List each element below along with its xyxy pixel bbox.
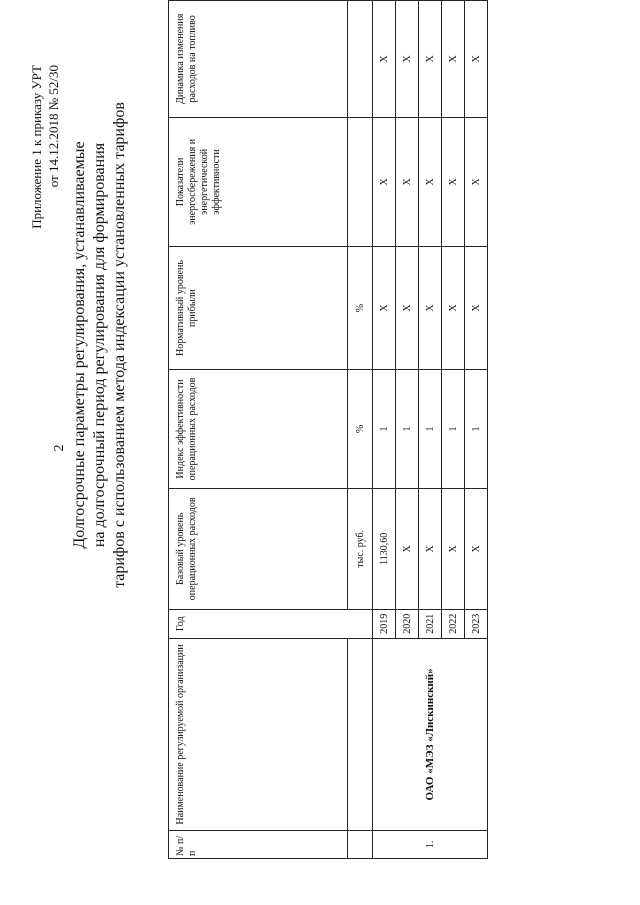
appendix-line-1: Приложение 1 к приказу УРТ (29, 65, 44, 229)
units-num-empty (348, 830, 373, 858)
header-index: Индекс эффективности операционных расходов (169, 369, 348, 488)
table-header-row (169, 1, 348, 859)
page-number: 2 (52, 444, 67, 452)
title-line-1: Долгосрочные параметры регулирования, устанавливаемые (71, 141, 88, 549)
cell-year: 2020 (396, 609, 419, 638)
cell-profit: X (396, 247, 419, 370)
parameters-table (168, 0, 488, 859)
cell-energy: X (373, 117, 396, 246)
unit-base: тыс. руб. (348, 489, 373, 610)
cell-fuel: X (373, 1, 396, 118)
org-number: 1. (373, 830, 488, 858)
cell-base: X (396, 489, 419, 610)
cell-fuel: X (396, 1, 419, 118)
cell-base: 1130,60 (373, 489, 396, 610)
header-profit: Нормативный уровень прибыли (169, 247, 348, 370)
cell-year: 2019 (373, 609, 396, 638)
header-base: Базовый уровень операционных расходов (169, 489, 348, 610)
units-org-empty (348, 638, 373, 830)
header-year: Год (169, 609, 373, 638)
cell-energy: X (396, 117, 419, 246)
cell-energy: X (442, 117, 465, 246)
header-energy: Показатели энергосбережения и энергетической эффективности (169, 117, 348, 246)
document-title (70, 65, 130, 625)
appendix-note (28, 65, 62, 255)
cell-year: 2023 (465, 609, 488, 638)
cell-year: 2022 (442, 609, 465, 638)
title-line-2: на долгосрочный период регулирования для формирования (91, 142, 108, 548)
units-fuel-empty (348, 1, 373, 118)
org-name: ОАО «МЭЗ «Лискинский» (373, 638, 488, 830)
table-units-row (348, 1, 373, 859)
header-fuel: Динамика изменения расходов на топливо (169, 1, 348, 118)
cell-index: 1 (442, 369, 465, 488)
cell-fuel: X (465, 1, 488, 118)
cell-profit: X (442, 247, 465, 370)
units-energy-empty (348, 117, 373, 246)
cell-index: 1 (419, 369, 442, 488)
cell-year: 2021 (419, 609, 442, 638)
cell-energy: X (419, 117, 442, 246)
appendix-line-2: от 14.12.2018 № 52/30 (46, 65, 61, 188)
cell-energy: X (465, 117, 488, 246)
title-line-3: тарифов с использованием метода индексации установленных тарифов (111, 102, 128, 588)
cell-base: X (465, 489, 488, 610)
cell-base: X (419, 489, 442, 610)
unit-profit: % (348, 247, 373, 370)
table-row (373, 1, 396, 859)
cell-index: 1 (396, 369, 419, 488)
cell-profit: X (373, 247, 396, 370)
cell-index: 1 (465, 369, 488, 488)
cell-fuel: X (419, 1, 442, 118)
cell-fuel: X (442, 1, 465, 118)
cell-profit: X (419, 247, 442, 370)
cell-index: 1 (373, 369, 396, 488)
cell-profit: X (465, 247, 488, 370)
header-num: № п/п (169, 830, 348, 858)
cell-base: X (442, 489, 465, 610)
unit-index: % (348, 369, 373, 488)
header-org: Наименование регулируемой организации (169, 638, 348, 830)
